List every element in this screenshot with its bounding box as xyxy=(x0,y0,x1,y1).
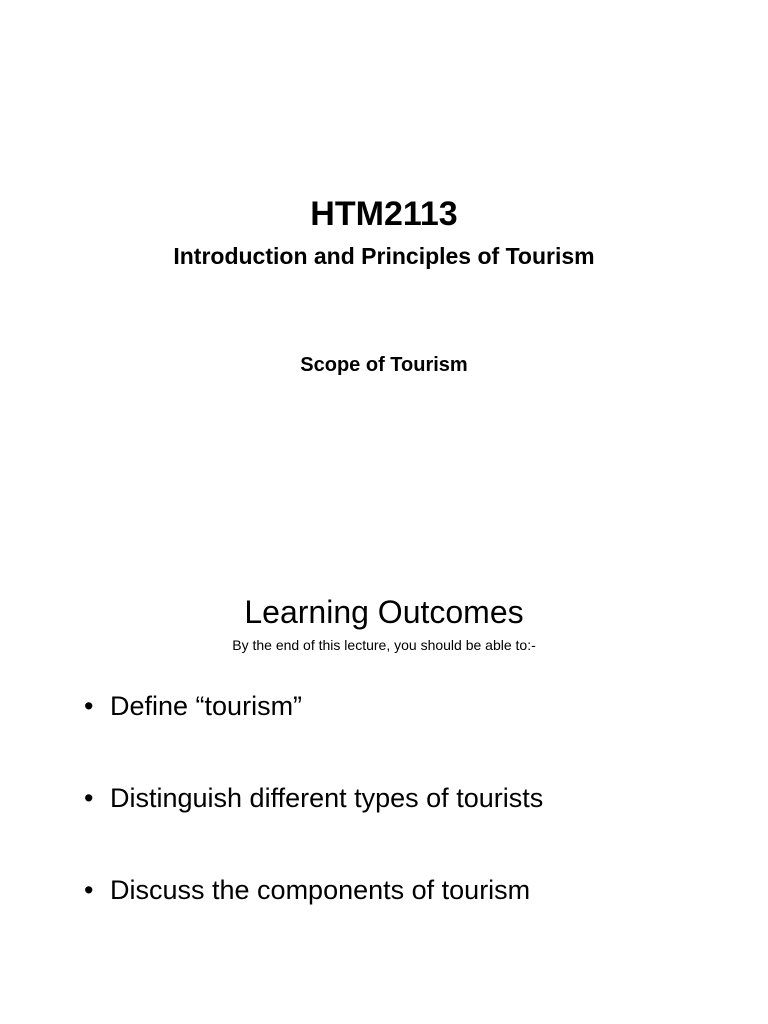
bullet-icon: • xyxy=(84,783,94,813)
list-item xyxy=(84,686,724,778)
list-item xyxy=(84,870,724,962)
bullet-text: Distinguish different types of tourists xyxy=(110,783,544,813)
course-title: Introduction and Principles of Tourism xyxy=(173,243,595,269)
learning-outcomes-list xyxy=(84,686,724,962)
lecture-topic: Scope of Tourism xyxy=(300,354,468,376)
list-item xyxy=(84,778,724,870)
learning-outcomes-slide xyxy=(0,512,768,1024)
bullet-icon: • xyxy=(84,875,94,905)
bullet-text: Discuss the components of tourism xyxy=(110,875,531,905)
slide-subheading: By the end of this lecture, you should be able to:- xyxy=(232,637,536,653)
bullet-icon: • xyxy=(84,691,94,721)
bullet-text: Define “tourism” xyxy=(110,691,303,721)
course-code: HTM2113 xyxy=(310,195,458,233)
slide-heading: Learning Outcomes xyxy=(244,594,524,630)
